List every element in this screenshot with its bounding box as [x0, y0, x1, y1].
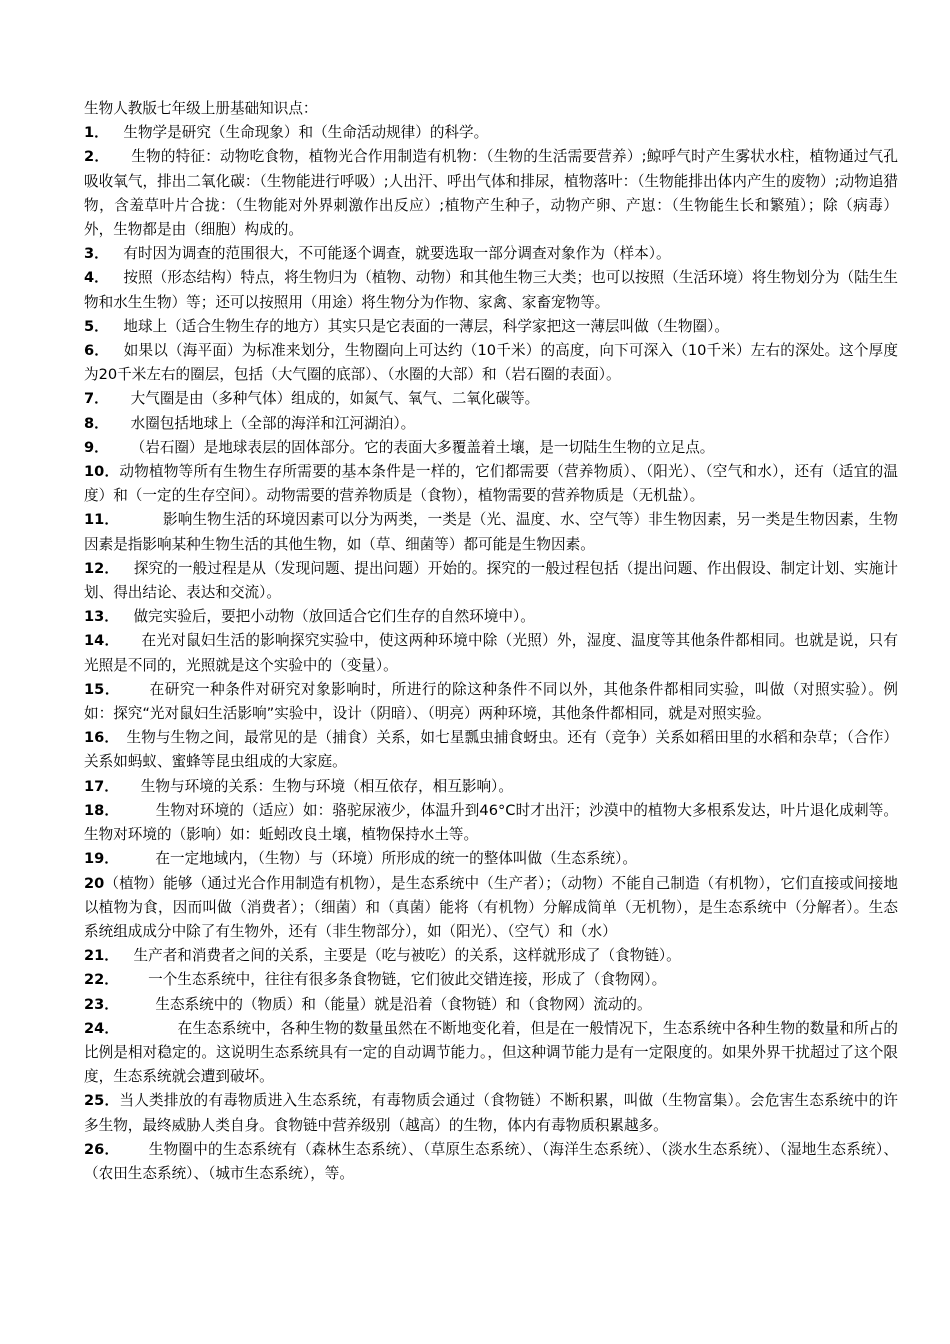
knowledge-point-text: 地球上（适合生物生存的地方）其实只是它表面的一薄层，科学家把这一薄层叫做（生物圈）。	[123, 317, 729, 335]
knowledge-point	[84, 436, 898, 460]
knowledge-point-text: 做完实验后，要把小动物（放回适合它们生存的自然环境中）。	[133, 608, 535, 626]
knowledge-point-number: 6．	[84, 342, 110, 360]
knowledge-point	[84, 121, 898, 145]
knowledge-point-text: 如果以（海平面）为标准来划分，生物圈向上可达约（10千米）的高度，向下可深入（10千米）左右的深处。这个厚度为20千米左右的圈层，包括（大气圈的底部）、（水圈的大部）和（岩石圈的表面）。	[84, 342, 898, 384]
knowledge-point	[84, 993, 898, 1017]
knowledge-point-text: 在研究一种条件对研究对象影响时，所进行的除这种条件不同以外，其他条件都相同实验，叫做（对照实验）。例如：探究“光对鼠妇生活影响”实验中，设计（阴暗）、（明亮）两种环境，其他条件都相同，就是对照实验。	[84, 680, 898, 723]
knowledge-point-text: 在生态系统中，各种生物的数量虽然在不断地变化着，但是在一般情况下，生态系统中各种生物的数量和所占的比例是相对稳定的。这说明生态系统具有一定的自动调节能力。，但这种调节能力是有一定限度的。如果外界干扰超过了这个限度，生态系统就会遭到破坏。	[84, 1019, 898, 1086]
knowledge-point	[84, 605, 898, 629]
knowledge-point-text: 生物对环境的（适应）如：骆驼尿液少，体温升到46°C时才出汗；沙漠中的植物大多根系发达，叶片退化成刺等。生物对环境的（影响）如：蚯蚓改良土壤，植物保持水土等。	[84, 801, 898, 844]
knowledge-point-indent	[119, 560, 134, 577]
knowledge-point-number: 7．	[84, 390, 109, 408]
knowledge-point	[84, 242, 898, 266]
knowledge-point	[84, 629, 898, 677]
knowledge-point-text: 当人类排放的有毒物质进入生态系统，有毒物质会通过（食物链）不断积累，叫做（生物富集）。会危害生态系统中的许多生物，最终威胁人类自身。食物链中营养级别（越高）的生物，体内有毒物质积累越多。	[84, 1092, 898, 1134]
knowledge-point-text: 生态系统中的（物质）和（能量）就是沿着（食物链）和（食物网）流动的。	[155, 995, 652, 1013]
knowledge-point-number: 10．	[84, 463, 120, 481]
knowledge-point	[84, 775, 898, 799]
knowledge-point-text: 探究的一般过程是从（发现问题、提出问题）开始的。探究的一般过程包括（提出问题、作出假设、制定计划、实施计划、得出结论、表达和交流）。	[84, 559, 899, 602]
knowledge-point-number: 25．	[84, 1092, 120, 1110]
knowledge-point-indent	[120, 681, 149, 698]
knowledge-point-text: 水圈包括地球上（全部的海洋和江河湖泊）。	[130, 414, 416, 432]
knowledge-point	[84, 339, 898, 387]
knowledge-point-indent	[109, 245, 124, 262]
knowledge-point-indent	[119, 1141, 148, 1158]
knowledge-point	[84, 412, 898, 436]
knowledge-point	[84, 387, 898, 411]
knowledge-point-indent	[119, 802, 155, 819]
knowledge-point-indent	[109, 342, 124, 359]
knowledge-point-number: 1．	[84, 124, 109, 142]
knowledge-point-indent	[119, 511, 163, 528]
knowledge-point-number: 21．	[84, 947, 119, 965]
document-page	[84, 97, 898, 1186]
knowledge-point-number: 5．	[84, 317, 109, 335]
knowledge-point-indent	[119, 608, 134, 625]
knowledge-point-number: 8．	[84, 414, 109, 432]
knowledge-point	[84, 872, 898, 945]
knowledge-point-number: 12．	[84, 559, 120, 577]
knowledge-point-text: 生物的特征：动物吃食物，植物光合作用制造有机物：（生物的生活需要营养）;鲸呼气时产生雾状水柱，植物通过气孔吸收氧气，排出二氧化碳：（生物能进行呼吸）;人出汗、呼出气体和排尿，植物落叶：（生物能排出体内产生的废物）;动物追猎物，含羞草叶片合拢：（生物能对外界刺激作出反应）;植物产生种子，动物产卵、产崽：（生物能生长和繁殖）；除（病毒）外，生物都是由（细胞）构成的。	[84, 148, 899, 239]
knowledge-point-text: （植物）能够（通过光合作用制造有机物），是生态系统中（生产者）；（动物）不能自己制造（有机物），它们直接或间接地以植物为食，因而叫做（消费者）；（细菌）和（真菌）能将（有机物）分解成简单（无机物），是生态系统中（分解者）。生态系统组成成分中除了有生物外，还有（非生物部分），如（阳光）、（空气）和（水）	[84, 874, 898, 940]
knowledge-point-indent	[119, 778, 141, 795]
knowledge-point-indent	[109, 269, 124, 286]
knowledge-point-text: 按照（形态结构）特点，将生物归为（植物、动物）和其他生物三大类；也可以按照（生活环境）将生物划分为（陆生生物和水生生物）等；还可以按照用（用途）将生物分为作物、家禽、家畜宠物等。	[84, 269, 898, 311]
knowledge-point-list	[84, 121, 898, 1186]
knowledge-point	[84, 847, 898, 871]
knowledge-point-text: 影响生物生活的环境因素可以分为两类，一类是（光、温度、水、空气等）非生物因素，另一类是生物因素，生物因素是指影响某种生物生活的其他生物，如（草、细菌等）都可能是生物因素。	[84, 511, 898, 553]
knowledge-point	[84, 145, 898, 242]
knowledge-point	[84, 968, 898, 992]
knowledge-point-text: 生物学是研究（生命现象）和（生命活动规律）的科学。	[123, 124, 489, 142]
knowledge-point	[84, 944, 898, 968]
knowledge-point	[84, 460, 898, 508]
knowledge-point-indent	[119, 632, 141, 649]
knowledge-point-text: 在一定地域内，（生物）与（环境）所形成的统一的整体叫做（生态系统）。	[155, 850, 637, 868]
knowledge-point-indent	[119, 947, 134, 964]
knowledge-point-number: 9．	[84, 438, 109, 456]
knowledge-point-number: 22．	[84, 971, 119, 989]
knowledge-point-text: 动物植物等所有生物生存所需要的基本条件是一样的，它们都需要（营养物质）、（阳光）、（空气和水），还有（适宜的温度）和（一定的生存空间）。动物需要的营养物质是（食物），植物需要的营养物质是（无机盐）。	[84, 463, 898, 505]
knowledge-point-number: 20	[84, 874, 105, 892]
knowledge-point	[84, 557, 898, 605]
knowledge-point-number: 2．	[84, 148, 110, 166]
knowledge-point-indent	[119, 850, 155, 867]
knowledge-point-text: 一个生态系统中，往往有很多条食物链，它们彼此交错连接，形成了（食物网）。	[148, 971, 667, 989]
knowledge-point-text: 生物与环境的关系：生物与环境（相互依存，相互影响）。	[140, 777, 513, 795]
knowledge-point-number: 13．	[84, 608, 119, 626]
knowledge-point-text: 有时因为调查的范围很大，不可能逐个调查，就要选取一部分调查对象作为（样本）。	[123, 245, 671, 263]
knowledge-point-number: 16．	[84, 729, 120, 747]
knowledge-point-text: 在光对鼠妇生活的影响探究实验中，使这两种环境中除（光照）外，湿度、温度等其他条件都相同。也就是说，只有光照是不同的，光照就是这个实验中的（变量）。	[84, 632, 898, 674]
knowledge-point-text: 生物与生物之间，最常见的是（捕食）关系，如七星瓢虫捕食蚜虫。还有（竞争）关系如稻田里的水稻和杂草；（合作）关系如蚂蚁、蜜蜂等昆虫组成的大家庭。	[84, 729, 898, 771]
knowledge-point	[84, 1017, 898, 1090]
knowledge-point-number: 14．	[84, 632, 120, 650]
knowledge-point-indent	[109, 439, 131, 456]
knowledge-point	[84, 726, 898, 774]
knowledge-point-number: 4．	[84, 269, 109, 287]
knowledge-point-indent	[109, 318, 124, 335]
knowledge-point-indent	[109, 390, 131, 407]
knowledge-point	[84, 799, 898, 847]
knowledge-point-indent	[109, 148, 131, 165]
knowledge-point-number: 19．	[84, 850, 119, 868]
knowledge-point-number: 18．	[84, 801, 120, 819]
knowledge-point-number: 15．	[84, 680, 120, 698]
knowledge-point	[84, 315, 898, 339]
knowledge-point	[84, 678, 898, 726]
knowledge-point-number: 24．	[84, 1019, 120, 1037]
knowledge-point-number: 17．	[84, 777, 119, 795]
knowledge-point	[84, 1138, 898, 1186]
knowledge-point-indent	[119, 971, 148, 988]
knowledge-point-indent	[119, 996, 155, 1013]
knowledge-point-text: 生物圈中的生态系统有（森林生态系统）、（草原生态系统）、（海洋生态系统）、（淡水生态系统）、（湿地生态系统）、（农田生态系统）、（城市生态系统），等。	[84, 1140, 898, 1182]
knowledge-point	[84, 1089, 898, 1137]
knowledge-point-number: 3．	[84, 245, 109, 263]
knowledge-point	[84, 266, 898, 314]
knowledge-point-number: 11．	[84, 511, 120, 529]
knowledge-point-text: （岩石圈）是地球表层的固体部分。它的表面大多覆盖着土壤，是一切陆生生物的立足点。	[130, 438, 715, 456]
knowledge-point-text: 生产者和消费者之间的关系，主要是（吃与被吃）的关系，这样就形成了（食物链）。	[133, 947, 681, 965]
knowledge-point-number: 26．	[84, 1140, 120, 1158]
knowledge-point-indent	[109, 124, 124, 141]
knowledge-point-number: 23．	[84, 995, 119, 1013]
knowledge-point-text: 大气圈是由（多种气体）组成的，如氮气、氧气、二氧化碳等。	[130, 390, 540, 408]
knowledge-point-indent	[109, 415, 131, 432]
knowledge-point-indent	[119, 1020, 177, 1037]
knowledge-point	[84, 508, 898, 556]
document-title: 生物人教版七年级上册基础知识点：	[84, 100, 318, 117]
